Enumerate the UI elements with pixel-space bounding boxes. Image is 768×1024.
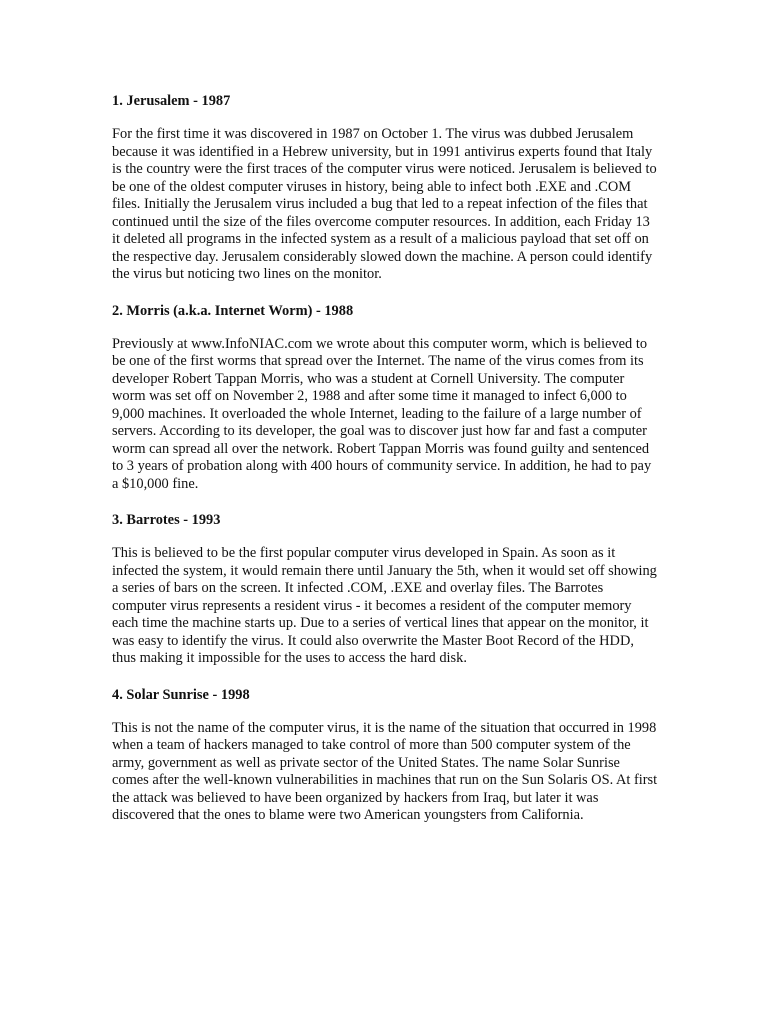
section-heading: 1. Jerusalem - 1987	[112, 93, 231, 109]
section-body: This is not the name of the computer virus, it is the name of the situation that occurred in 1998 when a team of hackers managed to take control of more than 500 computer system of the army, government as well as private sector of the United States. The name Solar Sunrise comes after the well-known vulnerabilities in machines that run on the Sun Solaris OS. At first the attack was believed to have been organized by hackers from Iraq, but later it was discovered that the ones to blame were two American youngsters from California.	[112, 719, 658, 823]
section-body: This is believed to be the first popular computer virus developed in Spain. As soon as it infected the system, it would remain there until January the 5th, when it would set off showing a series of bars on the screen. It infected .COM, .EXE and overlay files. The Barrotes computer virus represents a resident virus - it becomes a resident of the computer memory each time the machine starts up. Due to a series of vertical lines that appear on the monitor, it was easy to identify the virus. It could also overwrite the Master Boot Record of the HDD, thus making it impossible for the uses to access the hard disk.	[112, 545, 657, 666]
section-body: For the first time it was discovered in 1987 on October 1. The virus was dubbed Jerusalem because it was identified in a Hebrew university, but in 1991 antivirus experts found that Italy is the country were the first traces of the computer virus were noticed. Jerusalem is believed to be one of the oldest computer viruses in history, being able to infect both .EXE and .COM files. Initially the Jerusalem virus included a bug that led to a repeat infection of the files that continued until the size of the files overcome computer resources. In addition, each Friday 13 it deleted all programs in the infected system as a result of a malicious payload that set off on the respective day. Jerusalem considerably slowed down the machine. A person could identify the virus but noticing two lines on the monitor.	[112, 126, 657, 282]
section-morris	[112, 302, 658, 494]
section-solar-sunrise	[112, 686, 658, 825]
section-heading: 2. Morris (a.k.a. Internet Worm) - 1988	[112, 302, 354, 319]
section-body: Previously at www.InfoNIAC.com we wrote about this computer worm, which is believed to be one of the first worms that spread over the Internet. The name of the virus comes from its developer Robert Tappan Morris, who was a student at Cornell University. The computer worm was set off on November 2, 1988 and after some time it managed to infect 6,000 to 9,000 machines. It overloaded the whole Internet, leading to the failure of a large number of servers. According to its developer, the goal was to discover just how far and fast a computer worm can spread all over the network. Robert Tappan Morris was found guilty and sentenced to 3 years of probation along with 400 hours of community service. In addition, he had to pay a $10,000 fine.	[112, 335, 652, 492]
section-heading: 3. Barrotes - 1993	[112, 512, 221, 528]
section-barrotes	[112, 511, 658, 668]
section-jerusalem	[112, 92, 658, 284]
section-heading: 4. Solar Sunrise - 1998	[112, 686, 250, 703]
